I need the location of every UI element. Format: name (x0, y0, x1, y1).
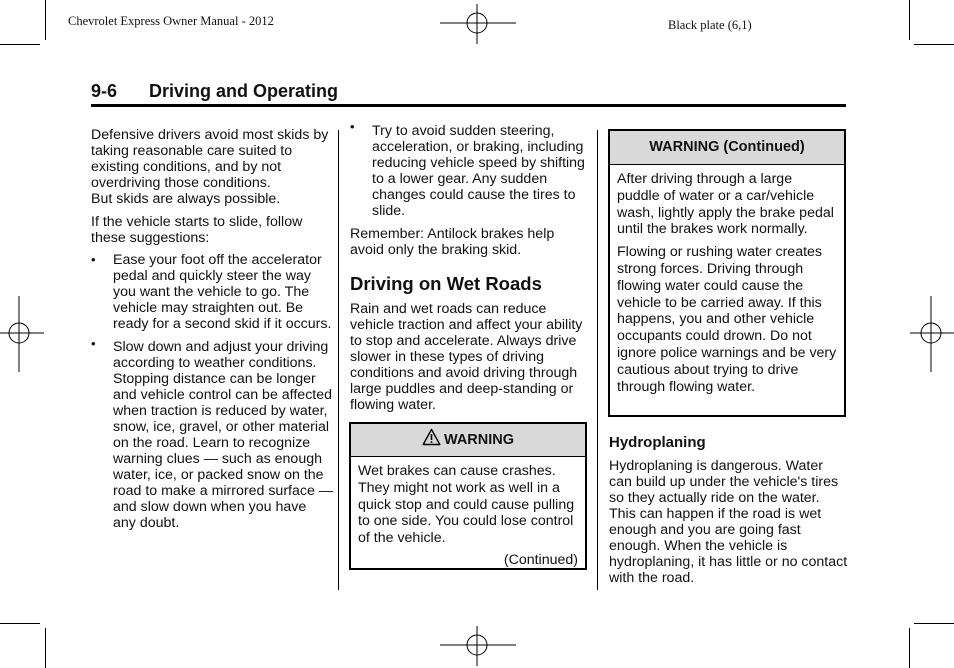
plate-label: Black plate (6,1) (668, 18, 752, 32)
warning-header (351, 424, 585, 457)
hydroplaning-heading: Hydroplaning (609, 434, 706, 451)
slide-intro: If the vehicle starts to slide, follow these suggestions: (91, 214, 303, 246)
warning-para-1: After driving through a large puddle of water or a car/vehicle wash, lightly apply the brake pedal until the brakes work normally. (617, 171, 834, 238)
column-2 (350, 119, 586, 413)
section-header (91, 80, 846, 107)
list-item (91, 336, 333, 531)
bullet-text: Try to avoid sudden steering, acceleration, or braking, including reducing vehicle speed by shifting to a lower gear. Any sudden changes could cause the tires to slide. (372, 123, 585, 219)
bullet-icon: • (91, 252, 96, 267)
column-1 (91, 127, 333, 531)
antilock-note: Remember: Antilock brakes help avoid only the braking skid. (350, 226, 555, 258)
bullet-text: Ease your foot off the accelerator pedal and quickly steer the way you want the vehicle to go. The vehicle may straighten out. Be ready for a second skid if it occurs. (113, 252, 332, 332)
warning-continued-box (608, 129, 846, 417)
section-title: Driving and Operating (149, 81, 339, 101)
warning-continued-header: WARNING (Continued) (610, 131, 844, 165)
list-item (91, 252, 333, 332)
page-number: 9-6 (91, 81, 118, 101)
wet-roads-body: Rain and wet roads can reduce vehicle traction and affect your ability to stop and accelerate. Always drive slower in these types of driving conditions and avoid driving through large puddles and deep-standing or flowing water. (350, 301, 583, 413)
hydroplaning-body: Hydroplaning is dangerous. Water can build up under the vehicle's tires so they actually ride on the water. This can happen if the road is wet enough and you are going fast enough. When the vehicle is hydroplaning, it has little or no contact with the road. (609, 458, 848, 586)
warning-box (349, 422, 587, 570)
registration-mark-bottom (440, 626, 516, 666)
registration-mark-right (910, 296, 954, 372)
warning-title: WARNING (443, 432, 515, 448)
registration-mark-top (440, 4, 516, 44)
intro-paragraph: Defensive drivers avoid most skids by taking reasonable care suited to existing conditions, and by not overdriving those conditions. (91, 127, 329, 191)
continued-label: (Continued) (503, 551, 578, 568)
wet-roads-heading: Driving on Wet Roads (350, 273, 542, 294)
warning-triangle-icon (422, 428, 441, 446)
warning-para-2: Flowing or rushing water creates strong forces. Driving through flowing water could cause the vehicle to be carried away. If this happens, you and other vehicle occupants could drown. Do not ignore police warnings and be very cautious about trying to drive through flowing water. (617, 244, 837, 395)
warning-body (351, 457, 585, 569)
column-divider (597, 130, 598, 590)
intro-paragraph-cont: But skids are always possible. (91, 191, 281, 207)
column-divider (338, 130, 339, 590)
list-item (350, 119, 586, 219)
bullet-icon: • (350, 119, 355, 134)
bullet-icon: • (91, 336, 96, 351)
warning-text: Wet brakes can cause crashes. They might not work as well in a quick stop and could cause pulling to one side. You could lose control of the vehicle. (358, 463, 575, 547)
manual-title: Chevrolet Express Owner Manual - 2012 (68, 14, 274, 28)
bullet-text: Slow down and adjust your driving according to weather conditions. Stopping distance can be longer and vehicle control can be affected when traction is reduced by water, snow, ice, gravel, or other material on the road. Learn to recognize warning clues — such as enough water, ice, or packed snow on the road to make a mirrored surface — and slow down when you have any doubt. (113, 339, 333, 531)
warning-continued-body (610, 165, 844, 395)
registration-mark-left (0, 296, 44, 372)
column-3 (609, 434, 849, 586)
